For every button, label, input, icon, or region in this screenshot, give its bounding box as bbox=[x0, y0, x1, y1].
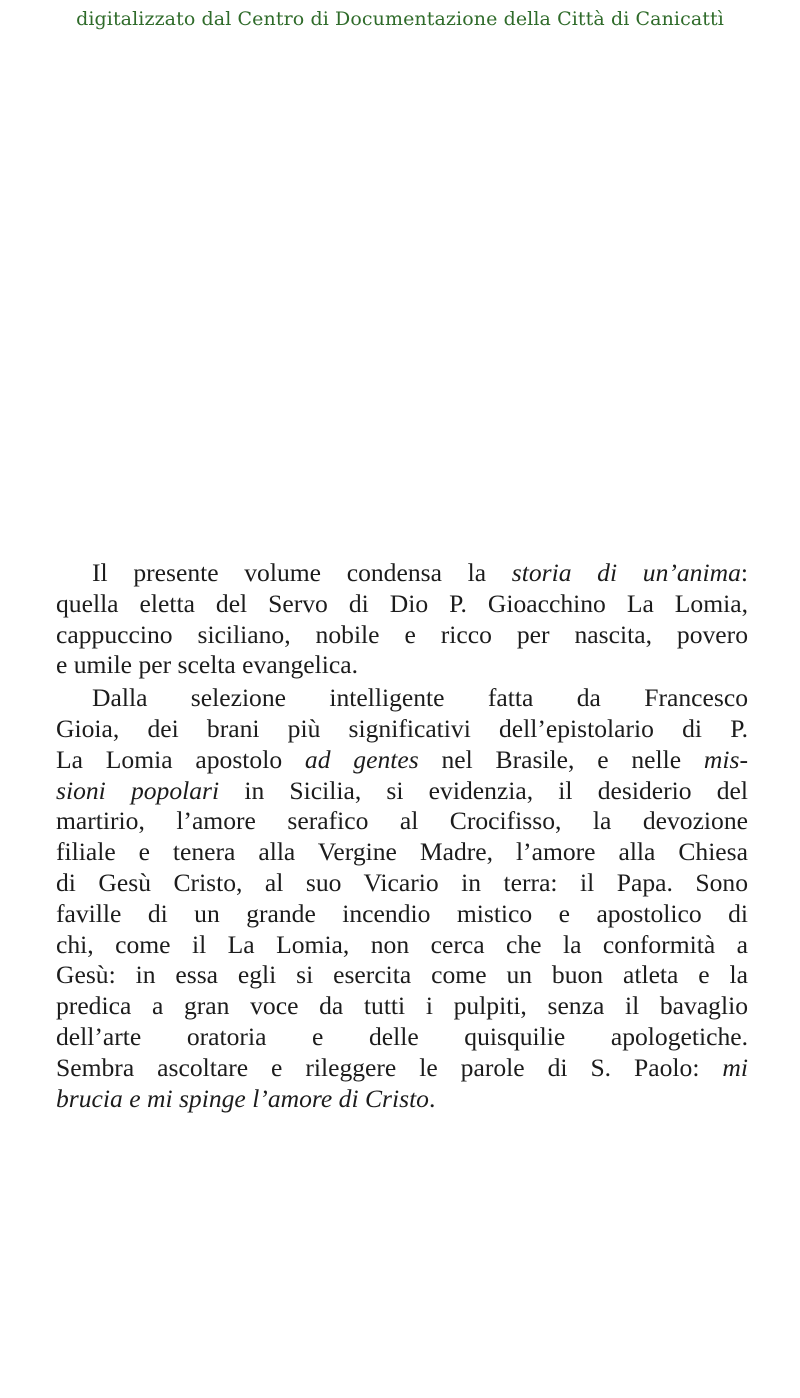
text-segment: predica a gran voce da tutti i pulpiti, senza il bavaglio bbox=[56, 991, 748, 1021]
text-line bbox=[56, 1084, 748, 1115]
text-segment: Gioia, dei brani più significativi dell’epistolario di P. bbox=[56, 713, 748, 743]
text-line bbox=[56, 1053, 748, 1084]
text-segment: in Sicilia, si evidenzia, il desiderio del bbox=[219, 775, 748, 805]
text-line bbox=[56, 960, 748, 991]
text-segment: di Gesù Cristo, al suo Vicario in terra: il Papa. Sono bbox=[56, 867, 748, 897]
text-segment: cappuccino siciliano, nobile e ricco per nascita, povero bbox=[56, 619, 748, 649]
text-segment: Sembra ascoltare e rileggere le parole di S. Paolo: bbox=[56, 1052, 723, 1082]
text-line bbox=[56, 683, 748, 714]
text-segment: nel Brasile, e nelle bbox=[418, 744, 704, 774]
text-line bbox=[56, 620, 748, 651]
paragraph bbox=[56, 558, 748, 681]
italic-text: brucia e mi spinge l’amore di Cristo bbox=[56, 1083, 429, 1113]
text-line bbox=[56, 776, 748, 807]
text-line bbox=[56, 930, 748, 961]
text-line bbox=[56, 589, 748, 620]
body-text bbox=[56, 558, 748, 1114]
text-segment: filiale e tenera alla Vergine Madre, l’amore alla Chiesa bbox=[56, 837, 748, 867]
text-segment: dell’arte oratoria e delle quisquilie apologetiche. bbox=[56, 1021, 748, 1051]
text-line bbox=[56, 714, 748, 745]
text-segment: chi, come il La Lomia, non cerca che la conformità a bbox=[56, 929, 748, 959]
text-segment: : bbox=[740, 558, 748, 587]
italic-text: mis- bbox=[703, 744, 748, 774]
text-segment: Gesù: in essa egli si esercita come un buon atleta e la bbox=[56, 960, 748, 990]
text-line bbox=[56, 868, 748, 899]
text-segment: martirio, l’amore serafico al Crocifisso, la devozione bbox=[56, 806, 748, 836]
text-segment: . bbox=[428, 1083, 436, 1113]
text-segment: e umile per scelta evangelica. bbox=[56, 650, 358, 680]
text-line bbox=[56, 558, 748, 589]
italic-text: mi bbox=[722, 1052, 748, 1082]
text-segment: La Lomia apostolo bbox=[56, 744, 305, 774]
text-segment: faville di un grande incendio mistico e apostolico di bbox=[56, 898, 748, 928]
paragraph bbox=[56, 683, 748, 1114]
italic-text: storia di un’anima bbox=[511, 558, 741, 587]
text-line bbox=[56, 991, 748, 1022]
text-line bbox=[56, 837, 748, 868]
text-segment: Il presente volume condensa la bbox=[92, 558, 512, 587]
text-segment: Dalla selezione intelligente fatta da Francesco bbox=[92, 683, 748, 713]
digitization-credit: digitalizzato dal Centro di Documentazione della Città di Canicattì bbox=[76, 8, 724, 30]
text-line bbox=[56, 899, 748, 930]
italic-text: sioni popolari bbox=[56, 775, 220, 805]
text-line bbox=[56, 1022, 748, 1053]
text-line bbox=[56, 745, 748, 776]
italic-text: ad gentes bbox=[304, 744, 419, 774]
text-segment: quella eletta del Servo di Dio P. Gioacchino La Lomia, bbox=[56, 588, 748, 618]
text-line bbox=[56, 806, 748, 837]
text-line bbox=[56, 650, 748, 681]
